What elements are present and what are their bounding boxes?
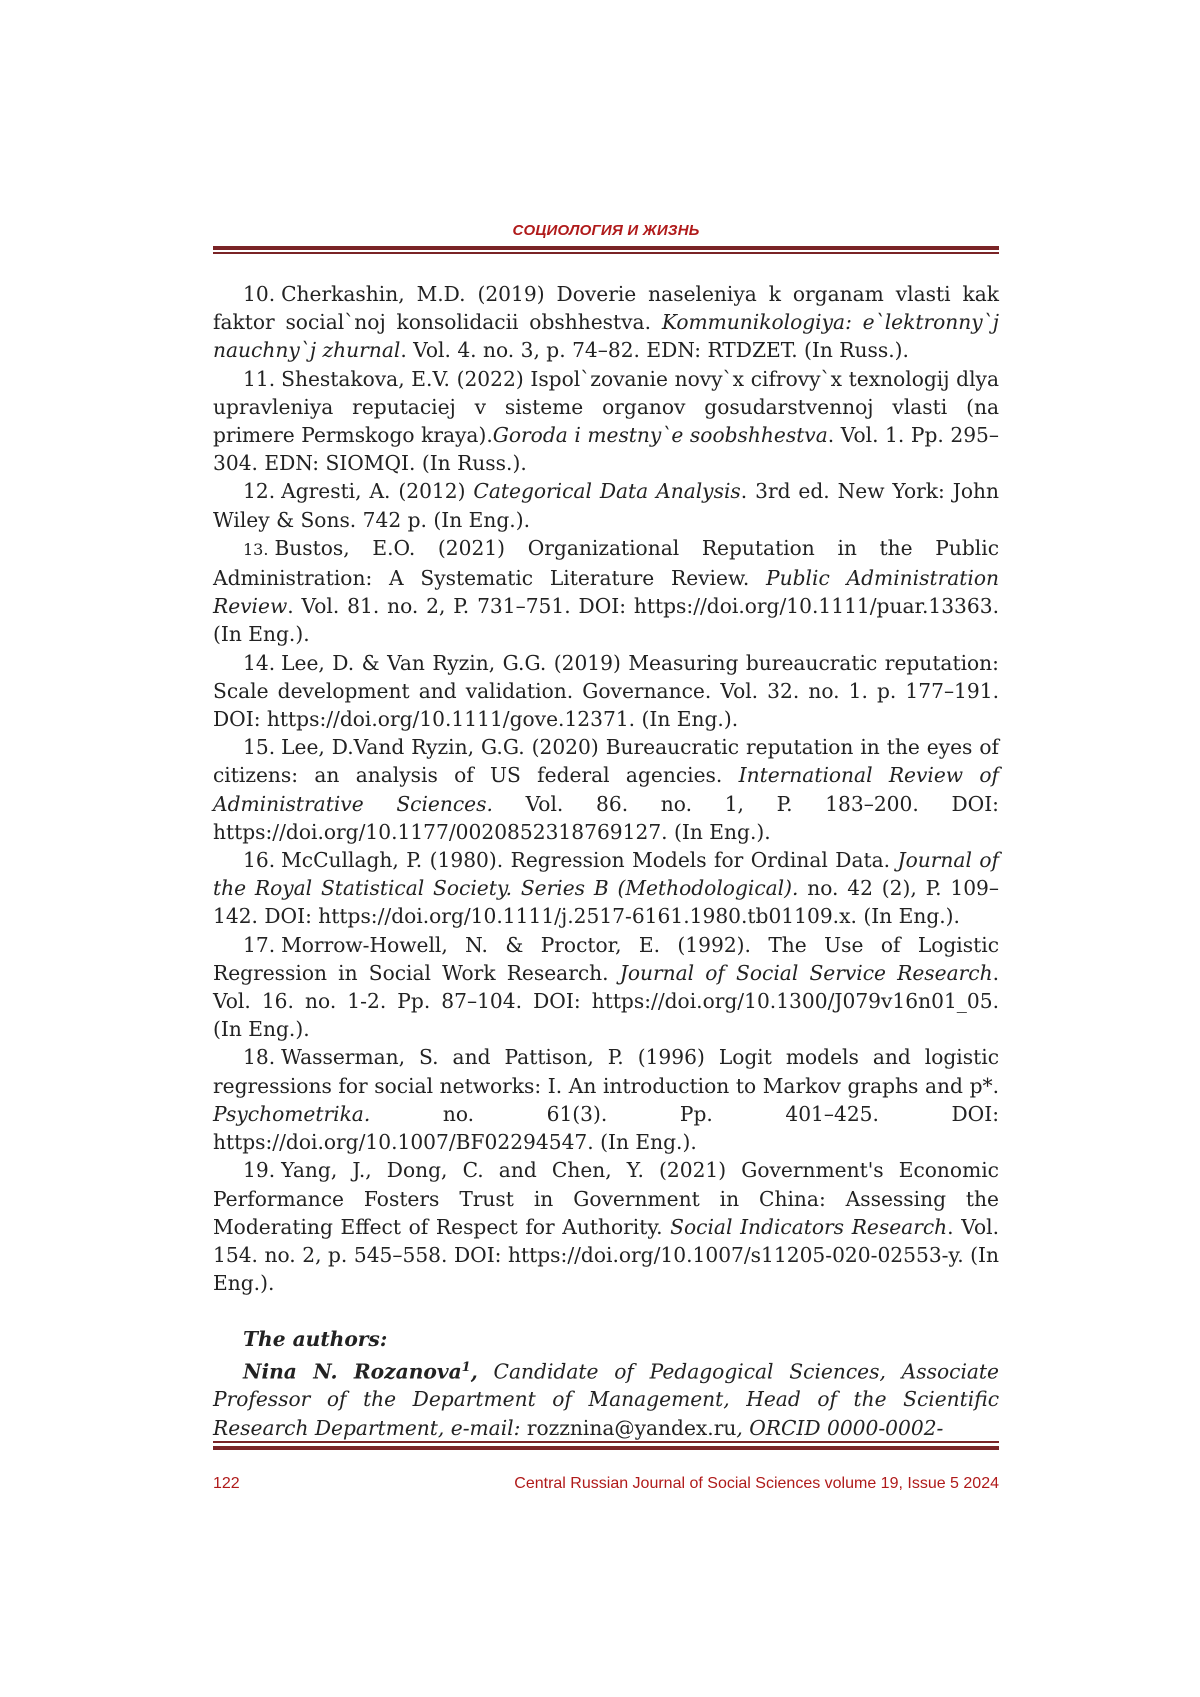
reference-text: Shestakova, E.V. (2022) Ispol`zovanie novy`x cifrovy`x texnologij dlya upravleniya reputaciej v sisteme organov gosudarstvennoj vlasti (na primere Permskogo kraya). bbox=[213, 366, 999, 448]
reference-item bbox=[213, 1043, 999, 1156]
footer-rule-thick bbox=[213, 1446, 999, 1450]
authors-heading-colon: : bbox=[379, 1327, 388, 1352]
reference-number: 14. bbox=[243, 650, 276, 675]
reference-number: 11. bbox=[243, 366, 276, 391]
author-entry bbox=[213, 1354, 999, 1442]
reference-number: 15. bbox=[243, 735, 276, 760]
reference-item bbox=[213, 477, 999, 533]
reference-text: Bustos, E.O. (2021) Organizational Reputation in the Public Administration: A Systematic Literature Review. bbox=[213, 535, 999, 591]
authors-heading-text: The authors bbox=[243, 1327, 380, 1352]
reference-text: McCullagh, P. (1980). Regression Models for Ordinal Data. bbox=[281, 848, 898, 873]
reference-source: Journal of Social Service Research bbox=[619, 960, 993, 985]
journal-footer: Central Russian Journal of Social Sciences volume 19, Issue 5 2024 bbox=[514, 1475, 999, 1492]
reference-item bbox=[213, 733, 999, 846]
reference-number: 13. bbox=[243, 539, 269, 559]
header-rule-thick bbox=[213, 246, 999, 250]
author-name: Nina N. Rozanova bbox=[243, 1359, 462, 1384]
reference-item bbox=[213, 534, 999, 649]
author-description: Candidate of Pedagogical Sciences, Associate Professor of the Department of Management, Head of the Scientific Research Department, e-mail: bbox=[213, 1359, 999, 1440]
reference-details: . Vol. 81. no. 2, P. 731–751. DOI: https://doi.org/10.1111/puar.13363. (In Eng.). bbox=[213, 594, 999, 647]
reference-item bbox=[213, 365, 999, 478]
reference-text: Lee, D. & Van Ryzin, G.G. (2019) Measuring bureaucratic reputation: Scale development and validation. Governance. Vol. 32. no. 1. p. 177–191. DOI: https://doi.org/10.1111/gove.12371. (In Eng.). bbox=[213, 650, 999, 732]
reference-item bbox=[213, 1156, 999, 1297]
reference-list bbox=[213, 280, 999, 1297]
reference-text: Morrow-Howell, N. & Proctor, E. (1992). The Use of Logistic Regression in Social Work Research. bbox=[213, 932, 999, 985]
reference-item bbox=[213, 846, 999, 931]
reference-details: . Vol. 1. Pp. 295–304. EDN: SIOMQI. (In Russ.). bbox=[213, 423, 999, 476]
reference-number: 19. bbox=[243, 1158, 276, 1183]
footer-rule-thin bbox=[213, 1441, 999, 1443]
page-number: 122 bbox=[213, 1475, 240, 1492]
authors-heading bbox=[213, 1325, 999, 1353]
reference-source: Psychometrika. bbox=[213, 1101, 371, 1126]
reference-item bbox=[213, 649, 999, 734]
reference-text: Yang, J., Dong, C. and Chen, Y. (2021) Government's Economic Performance Fosters Trust in Government in China: Assessing the Moderating Effect of Respect for Authority. bbox=[213, 1158, 999, 1239]
reference-details: . Vol. 16. no. 1-2. Pp. 87–104. DOI: https://doi.org/10.1300/J079v16n01_05. (In Eng.). bbox=[213, 960, 999, 1042]
author-name-comma: , bbox=[470, 1359, 478, 1384]
article-body bbox=[213, 280, 999, 1442]
reference-details: no. 61(3). Pp. 401–425. DOI: https://doi.org/10.1007/BF02294547. (In Eng.). bbox=[213, 1101, 999, 1155]
reference-details: no. 42 (2), P. 109–142. DOI: https://doi.org/10.1111/j.2517-6161.1980.tb01109.x. (In Eng.). bbox=[213, 876, 999, 929]
author-orcid: , ORCID 0000-0002- bbox=[736, 1415, 944, 1440]
header-rule-thin bbox=[213, 252, 999, 254]
reference-item bbox=[213, 280, 999, 365]
reference-source: International Review of Administrative Sciences. bbox=[213, 763, 1000, 816]
reference-details: . Vol. 4. no. 3, p. 74–82. EDN: RTDZET. (In Russ.). bbox=[400, 338, 909, 363]
reference-source: Social Indicators Research bbox=[670, 1214, 948, 1239]
reference-source: Kommunikologiya: e`lektronny`j nauchny`j zhurnal bbox=[213, 310, 1000, 363]
author-affiliation-marker: 1 bbox=[461, 1359, 471, 1375]
reference-number: 17. bbox=[243, 932, 276, 957]
reference-details: Vol. 86. no. 1, P. 183–200. DOI: https://doi.org/10.1177/0020852318769127. (In Eng.). bbox=[213, 791, 999, 844]
reference-number: 10. bbox=[243, 282, 276, 306]
reference-text: Lee, D.Vand Ryzin, G.G. (2020) Bureaucratic reputation in the eyes of citizens: an analysis of US federal agencies. bbox=[213, 735, 999, 788]
reference-details: . 3rd ed. New York: John Wiley & Sons. 742 p. (In Eng.). bbox=[213, 479, 999, 532]
reference-text: Wasserman, S. and Pattison, P. (1996) Logit models and logistic regressions for social networks: I. An introduction to Markov graphs and p*. bbox=[213, 1045, 999, 1098]
author-email[interactable]: rozznina@yandex.ru bbox=[526, 1415, 737, 1440]
reference-item bbox=[213, 931, 999, 1044]
reference-number: 16. bbox=[243, 848, 276, 873]
reference-number: 12. bbox=[243, 479, 276, 504]
reference-source: Goroda i mestny`e soobshhestva bbox=[492, 423, 828, 448]
reference-source: Journal of the Royal Statistical Society. Series B (Methodological). bbox=[213, 848, 999, 901]
reference-number: 18. bbox=[243, 1045, 276, 1070]
reference-details: . Vol. 154. no. 2, p. 545–558. DOI: https://doi.org/10.1007/s11205-020-02553-y. (In Eng.). bbox=[213, 1214, 999, 1296]
reference-source: Categorical Data Analysis bbox=[473, 479, 741, 504]
reference-text: Agresti, A. (2012) bbox=[281, 479, 474, 504]
reference-source: Public Administration Review bbox=[213, 566, 1000, 619]
reference-text: Cherkashin, M.D. (2019) Doverie naseleniya k organam vlasti kak faktor social`noj konsolidacii obshhestva. bbox=[213, 282, 999, 335]
running-head: СОЦИОЛОГИЯ И ЖИЗНЬ bbox=[512, 222, 700, 239]
